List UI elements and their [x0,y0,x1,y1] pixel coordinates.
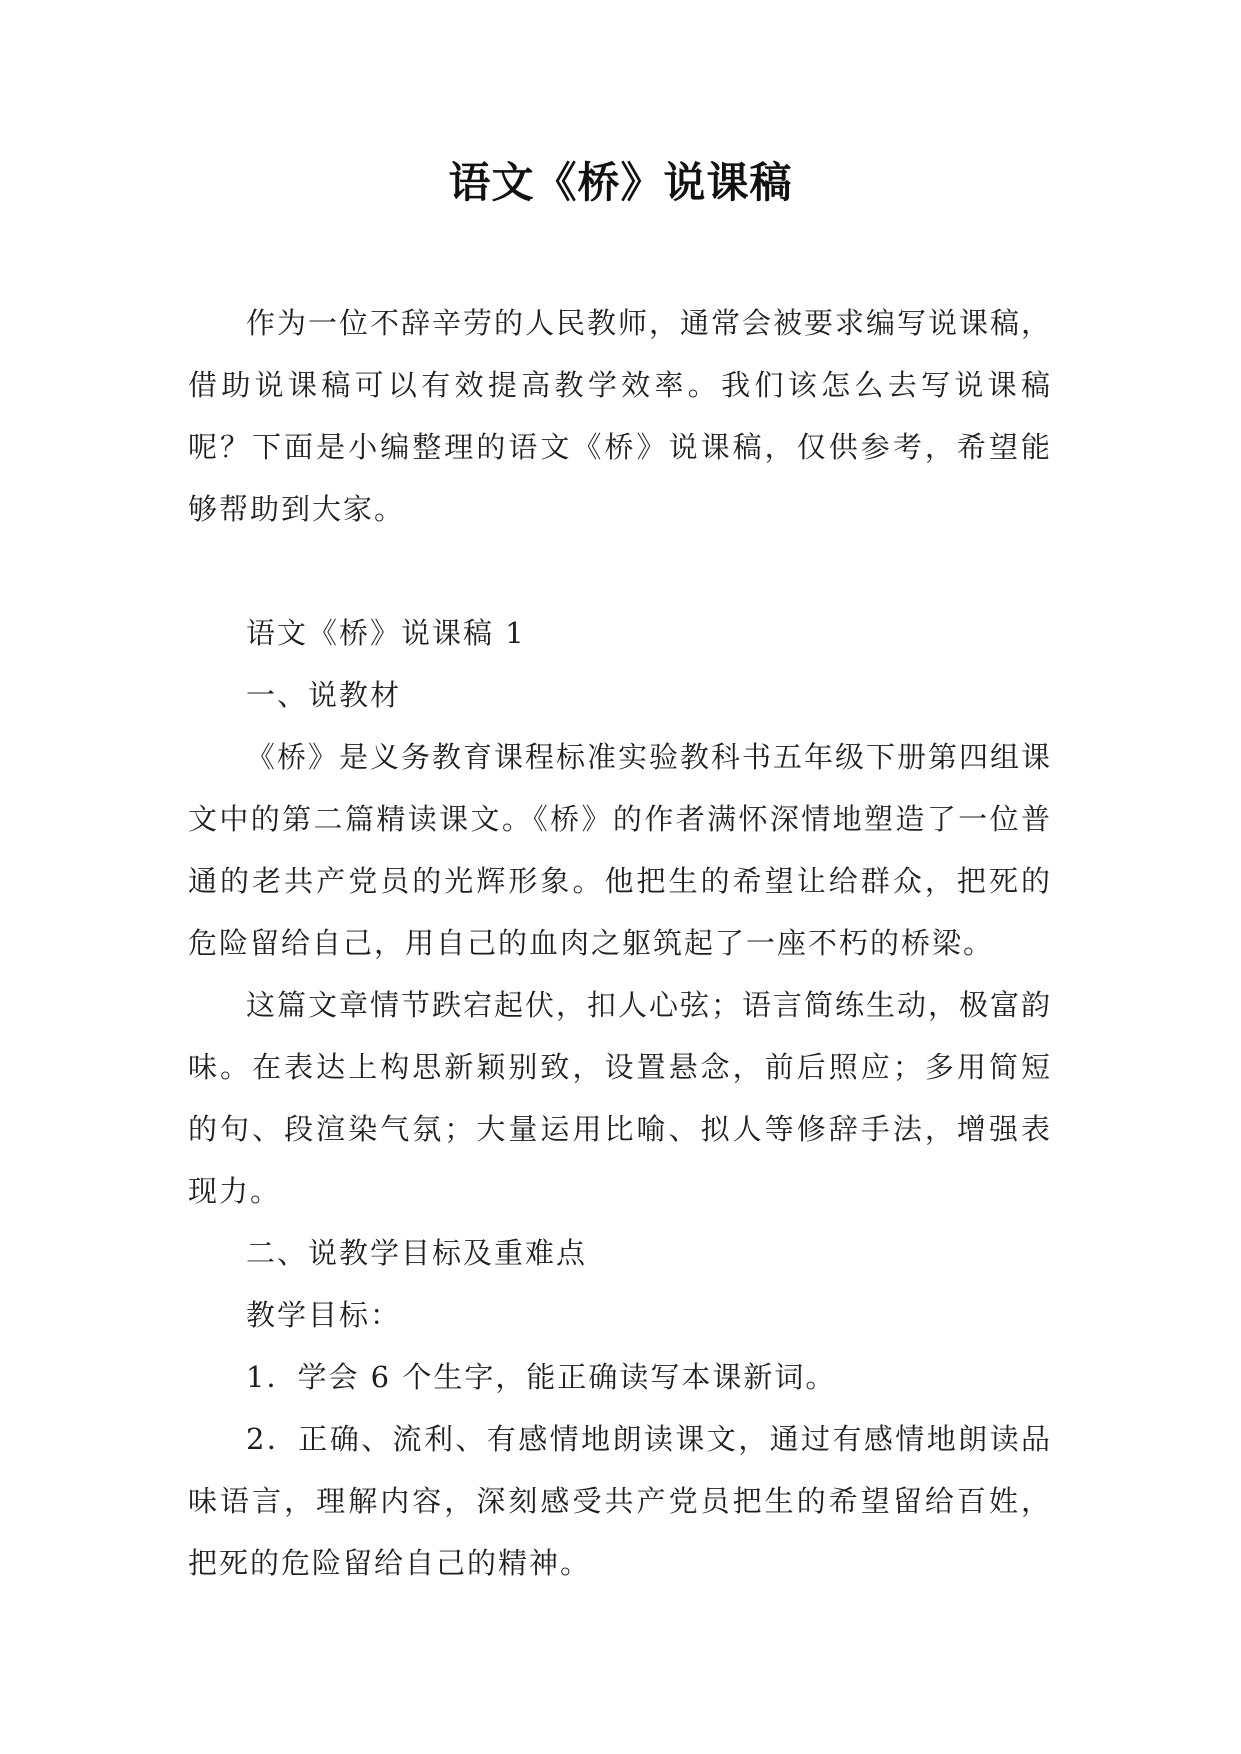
goals-label: 教学目标： [246,1298,402,1332]
material-paragraph-2: 这篇文章情节跌宕起伏，扣人心弦；语言简练生动，极富韵味。在表达上构思新颖别致，设置悬念，前后照应；多用简短的句、段渲染气氛；大量运用比喻、拟人等修辞手法，增强表现力。 [188,988,1053,1208]
heading-teaching-goals: 二、说教学目标及重难点 [246,1236,588,1270]
goal-item-2: 2．正确、流利、有感情地朗读课文，通过有感情地朗读品味语言，理解内容，深刻感受共产党员把生的希望留给百姓，把死的危险留给自己的精神。 [188,1422,1052,1580]
document-title: 语文《桥》说课稿 [448,158,793,207]
goal-item-1: 1．学会 6 个生字，能正确读写本课新词。 [246,1360,837,1394]
material-paragraph-1: 《桥》是义务教育课程标准实验教科书五年级下册第四组课文中的第二篇精读课文。《桥》的作者满怀深情地塑造了一位普通的老共产党员的光辉形象。他把生的希望让给群众，把死的危险留给自己，用自己的血肉之躯筑起了一座不朽的桥梁。 [188,740,1053,960]
section-title: 语文《桥》说课稿 1 [246,616,526,650]
paragraph-spacer [188,540,1052,602]
intro-paragraph: 作为一位不辞辛劳的人民教师，通常会被要求编写说课稿，借助说课稿可以有效提高教学效率。我们该怎么去写说课稿呢？下面是小编整理的语文《桥》说课稿，仅供参考，希望能够帮助到大家。 [188,306,1053,526]
document-body [188,292,1052,1594]
heading-teaching-material: 一、说教材 [246,678,402,712]
